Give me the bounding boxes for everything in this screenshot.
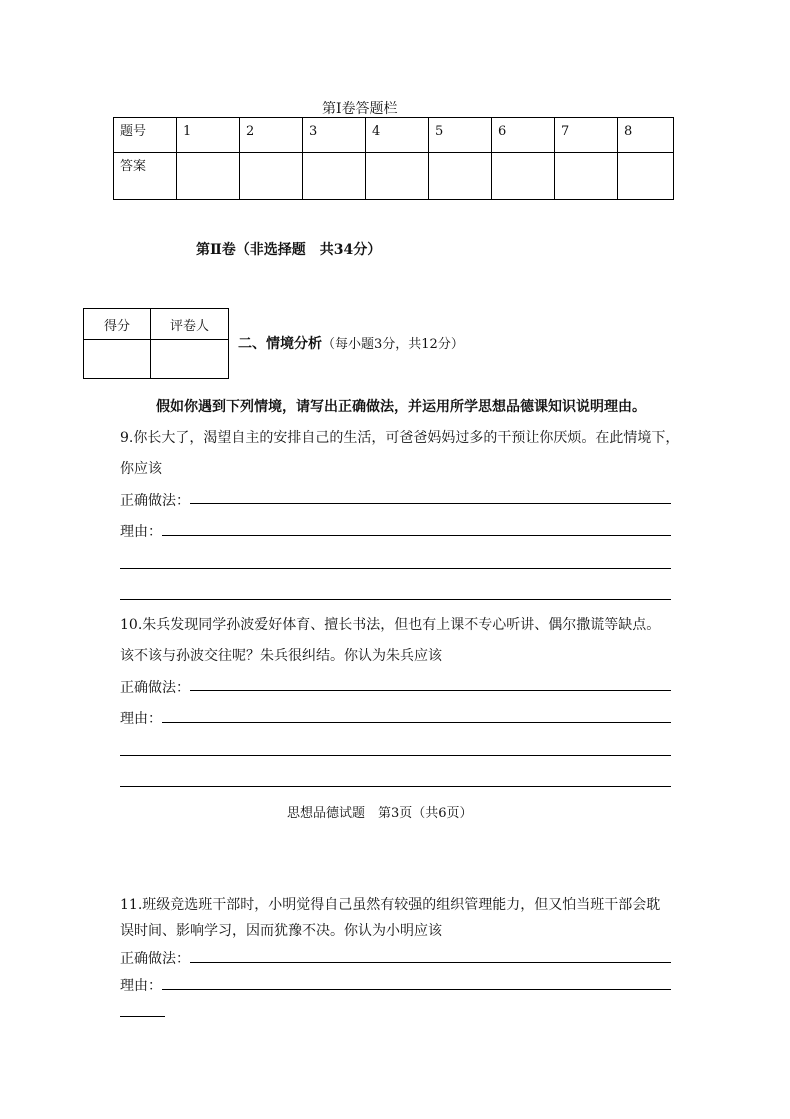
answer-cell-7[interactable] <box>555 153 618 200</box>
q11-correct-label: 正确做法： <box>120 951 190 967</box>
section2-title: 二、情境分析 <box>238 336 322 352</box>
answer-cell-4[interactable] <box>366 153 429 200</box>
answer-table <box>113 117 674 200</box>
answer-table-number-cell: 7 <box>555 118 618 153</box>
q10-reason-label: 理由： <box>120 711 162 727</box>
q11-correct-answer-line[interactable] <box>190 962 671 963</box>
q11-reason-line[interactable] <box>120 1016 165 1017</box>
answer-table-answer-label: 答案 <box>114 153 177 200</box>
q10-correct-answer-line[interactable] <box>190 690 671 691</box>
q10-reason-line[interactable] <box>162 722 671 723</box>
answer-table-number-row <box>114 118 674 153</box>
answer-table-title: 第Ⅰ卷答题栏 <box>322 101 398 117</box>
section2-instruction: 假如你遇到下列情境，请写出正确做法，并运用所学思想品德课知识说明理由。 <box>156 399 646 415</box>
grader-input-cell[interactable] <box>151 340 229 379</box>
answer-table-number-cell: 6 <box>492 118 555 153</box>
score-label: 得分 <box>84 309 151 340</box>
q11-line1: 11.班级竞选班干部时，小明觉得自己虽然有较强的组织管理能力，但又怕当班干部会耽 <box>120 897 661 913</box>
q10-reason-line[interactable] <box>120 786 671 787</box>
q9-reason-line[interactable] <box>120 599 671 600</box>
section2-note: （每小题3分，共12分） <box>322 337 464 352</box>
answer-cell-2[interactable] <box>240 153 303 200</box>
part2-title: 第Ⅱ卷（非选择题 共34分） <box>196 242 382 258</box>
answer-cell-8[interactable] <box>618 153 674 200</box>
answer-table-answer-row <box>114 153 674 200</box>
answer-cell-1[interactable] <box>177 153 240 200</box>
answer-table-number-cell: 5 <box>429 118 492 153</box>
q11-line2: 误时间、影响学习，因而犹豫不决。你认为小明应该 <box>120 923 442 939</box>
q9-correct-answer-line[interactable] <box>190 503 671 504</box>
answer-cell-3[interactable] <box>303 153 366 200</box>
q9-line1: 9.你长大了，渴望自主的安排自己的生活，可爸爸妈妈过多的干预让你厌烦。在此情境下， <box>120 430 680 446</box>
q10-line1: 10.朱兵发现同学孙波爱好体育、擅长书法，但也有上课不专心听讲、偶尔撒谎等缺点。 <box>120 617 661 633</box>
answer-table-number-cell: 3 <box>303 118 366 153</box>
grader-label: 评卷人 <box>151 309 229 340</box>
answer-table-number-label: 题号 <box>114 118 177 153</box>
q9-reason-label: 理由： <box>120 524 162 540</box>
q9-line2: 你应该 <box>120 461 162 477</box>
page-footer: 思想品德试题 第3页（共6页） <box>287 806 473 821</box>
answer-cell-5[interactable] <box>429 153 492 200</box>
section2-heading <box>238 333 464 353</box>
answer-cell-6[interactable] <box>492 153 555 200</box>
q11-reason-line[interactable] <box>162 989 671 990</box>
q10-correct-label: 正确做法： <box>120 680 190 696</box>
q9-reason-line[interactable] <box>162 535 671 536</box>
score-input-cell[interactable] <box>84 340 151 379</box>
answer-table-number-cell: 2 <box>240 118 303 153</box>
q9-correct-label: 正确做法： <box>120 493 190 509</box>
q10-reason-line[interactable] <box>120 755 671 756</box>
answer-table-number-cell: 4 <box>366 118 429 153</box>
answer-table-number-cell: 1 <box>177 118 240 153</box>
q11-reason-label: 理由： <box>120 978 162 994</box>
q10-line2: 该不该与孙波交往呢？朱兵很纠结。你认为朱兵应该 <box>120 648 442 664</box>
answer-table-number-cell: 8 <box>618 118 674 153</box>
score-box <box>83 308 229 379</box>
q9-reason-line[interactable] <box>120 568 671 569</box>
